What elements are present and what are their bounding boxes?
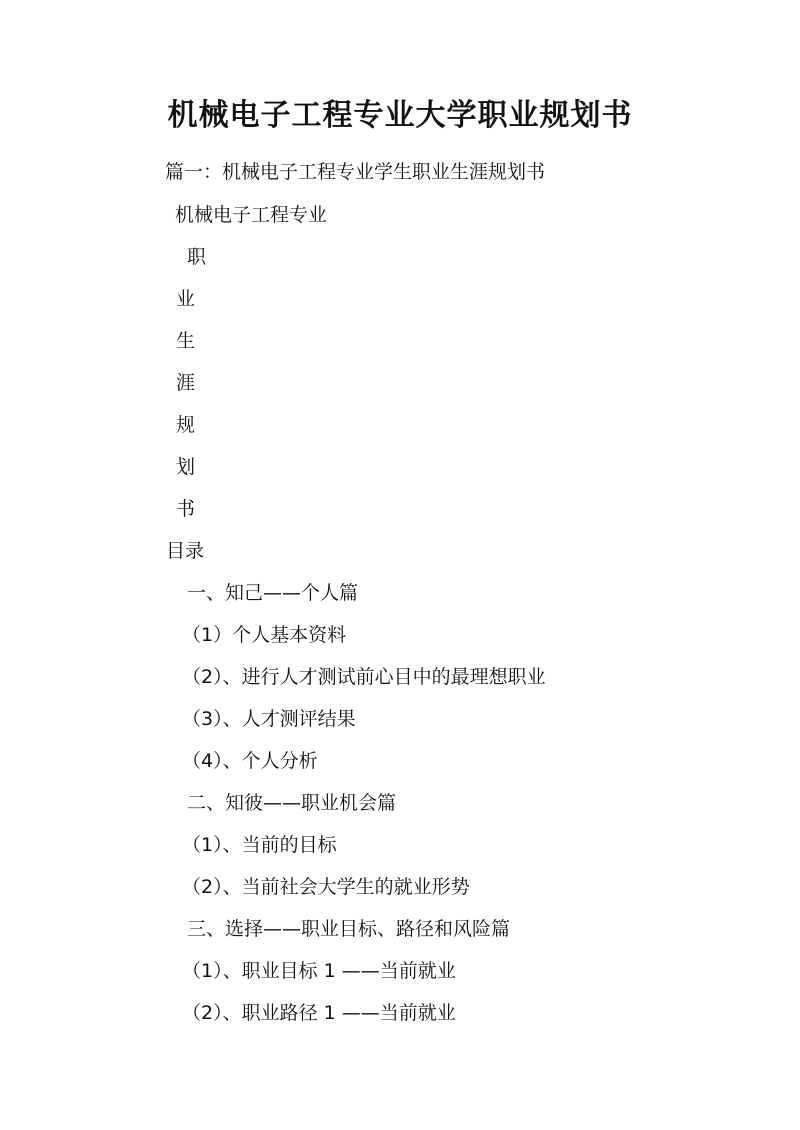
toc-item: 三、选择——职业目标、路径和风险篇: [187, 918, 511, 940]
document-title: 机械电子工程专业大学职业规划书: [167, 98, 633, 133]
vertical-title-char: 规: [176, 414, 196, 436]
vertical-title-char: 生: [176, 330, 196, 352]
vertical-title-char: 业: [176, 288, 196, 310]
subtitle: 机械电子工程专业: [175, 204, 328, 226]
toc-item: （2）、进行人才测试前心目中的最理想职业: [182, 666, 546, 688]
toc-item: （2）、职业路径 1 ——当前就业: [182, 1002, 456, 1024]
toc-item: 二、知彼——职业机会篇: [187, 792, 397, 814]
vertical-title-char: 书: [176, 498, 196, 520]
toc-item: （2）、当前社会大学生的就业形势: [182, 876, 470, 898]
toc-item: 一、知己——个人篇: [187, 582, 359, 604]
chapter-heading: 篇一：机械电子工程专业学生职业生涯规划书: [165, 161, 546, 183]
vertical-title-char: 划: [176, 456, 196, 478]
toc-item: （1）、当前的目标: [182, 834, 337, 856]
toc-item: （4）、个人分析: [182, 750, 318, 772]
toc-item: （3）、人才测评结果: [182, 708, 356, 730]
toc-item: （1）、职业目标 1 ——当前就业: [182, 960, 456, 982]
vertical-title-char: 职: [187, 246, 207, 268]
toc-heading: 目录: [166, 540, 205, 562]
vertical-title-char: 涯: [176, 372, 196, 394]
toc-item: （1）个人基本资料: [182, 624, 347, 646]
